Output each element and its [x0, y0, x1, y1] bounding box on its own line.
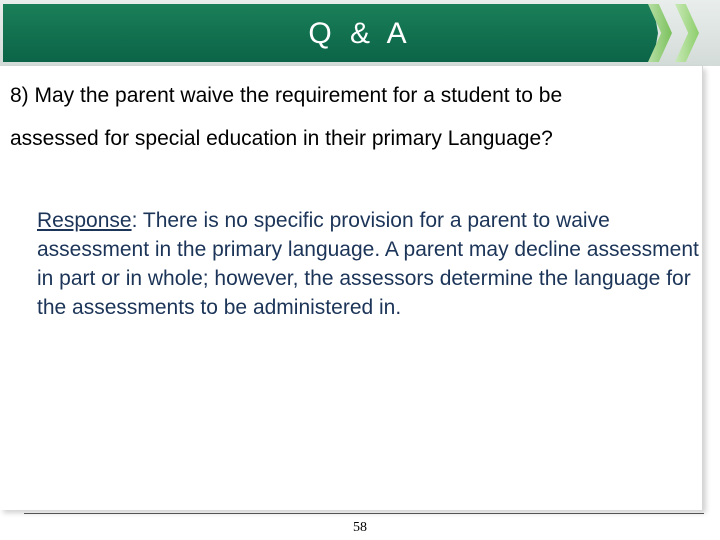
response-text: There is no specific provision for a parent to waive assessment in the primary language. A parent may decline assessment in part or in whole; however, the assessors determine the language for the assessments to be administered in. — [37, 209, 699, 319]
question-text: 8) May the parent waive the requirement for a student to be assessed for special education in their primary Language? — [10, 84, 563, 150]
response-label: Response — [37, 209, 132, 232]
page-number: 58 — [353, 520, 367, 535]
slide-header — [0, 0, 720, 66]
response-paragraph — [37, 206, 702, 322]
footer-divider — [24, 513, 704, 514]
slide-title: Q & A — [308, 17, 412, 50]
response-separator: : — [131, 209, 138, 232]
